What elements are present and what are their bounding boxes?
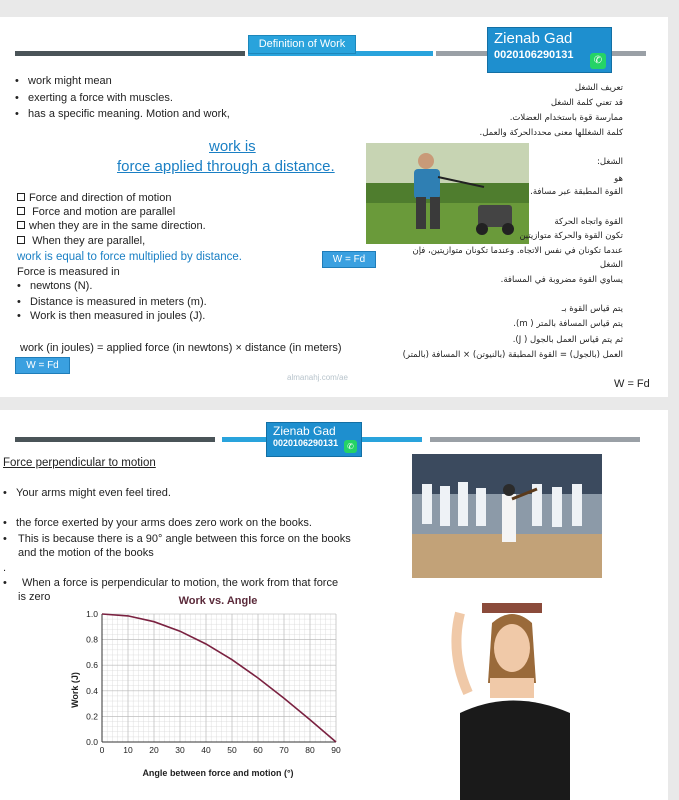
work-equation: work (in joules) = applied force (in newtons) × distance (in meters) xyxy=(20,342,342,354)
watermark-text: almanahj.com/ae xyxy=(287,373,348,382)
brand-phone: 0020106290131 xyxy=(273,438,339,448)
arabic-line: ثم يتم قياس العمل بالجول ( J). xyxy=(512,335,623,345)
arabic-line: العمل (بالجول) = القوة المطبقة (بالنيوتن) × المسافة (بالمتر) xyxy=(402,350,623,360)
highlight-line-1: work is xyxy=(209,138,256,155)
measured-intro: Force is measured in xyxy=(17,266,120,278)
check-text: when they are in the same direction. xyxy=(29,220,206,232)
formula-badge: W = Fd xyxy=(322,251,376,268)
slide-title: Definition of Work xyxy=(248,35,356,54)
x-tick-label: 20 xyxy=(149,745,159,755)
checkbox-icon xyxy=(17,207,25,215)
header-bar-right xyxy=(430,437,640,442)
bullet-3: • has a specific meaning. Motion and work, xyxy=(15,108,230,120)
arabic-line: قد تعني كلمة الشغل xyxy=(550,98,623,108)
arabic-line: الشغل: xyxy=(597,157,623,167)
check-text: Force and direction of motion xyxy=(29,192,172,204)
check-text: When they are parallel, xyxy=(32,235,146,247)
bullet-2: • the force exerted by your arms does zero work on the books. xyxy=(3,517,312,529)
baseball-photo xyxy=(412,454,602,578)
x-tick-label: 60 xyxy=(253,745,263,755)
measured-item: • newtons (N). xyxy=(17,280,93,292)
y-tick-label: 0.0 xyxy=(86,737,98,747)
bullet-1: • work might mean xyxy=(15,75,112,87)
x-tick-label: 80 xyxy=(305,745,315,755)
measured-item: • Work is then measured in joules (J). xyxy=(17,310,206,322)
check-item xyxy=(17,235,145,247)
x-tick-label: 70 xyxy=(279,745,289,755)
arabic-line: يتم قياس القوة بـ xyxy=(561,304,623,314)
slide-definition-of-work xyxy=(0,17,668,397)
arabic-line: هو xyxy=(614,174,623,184)
brand-name: Zienab Gad xyxy=(273,424,336,438)
arabic-line: تعريف الشغل xyxy=(574,83,623,93)
brand-phone: 0020106290131 xyxy=(494,49,574,61)
bullet-text: has a specific meaning. Motion and work, xyxy=(28,108,230,120)
whatsapp-icon: ✆ xyxy=(590,53,606,69)
arabic-line: تكون القوة والحركة متوازيتين xyxy=(519,231,623,241)
bullet-3 xyxy=(3,532,358,560)
stray-dot: . xyxy=(3,562,7,574)
equal-line: work is equal to force multiplied by distance. xyxy=(17,251,242,263)
header-bar-left xyxy=(15,437,215,442)
y-tick-label: 0.4 xyxy=(86,685,98,696)
checkbox-icon xyxy=(17,193,25,201)
bullet-text: Your arms might even feel tired. xyxy=(16,487,171,499)
x-tick-label: 40 xyxy=(201,745,211,755)
checkbox-icon xyxy=(17,236,25,244)
arabic-line: عندما تكونان في نفس الاتجاه. وعندما تكونان متوازيتين، فإن xyxy=(412,246,623,256)
bullet-1: • Your arms might even feel tired. xyxy=(3,487,171,499)
highlight-line-2: force applied through a distance. xyxy=(117,158,335,175)
bullet-dot: • xyxy=(3,577,7,589)
y-tick-label: 0.2 xyxy=(86,711,98,722)
x-tick-label: 10 xyxy=(123,745,133,755)
arabic-line: يساوي القوة مضروبة في المسافة. xyxy=(500,275,623,285)
bullet-text: When a force is perpendicular to motion, the work from that force is zero xyxy=(18,577,339,603)
chart-x-ticks xyxy=(100,745,341,755)
x-tick-label: 50 xyxy=(227,745,237,755)
y-tick-label: 0.8 xyxy=(86,634,98,645)
bullet-text: This is because there is a 90° angle between this force on the books and the motion of the books xyxy=(18,533,351,559)
x-tick-label: 90 xyxy=(331,745,341,755)
bullet-text: exerting a force with muscles. xyxy=(28,92,173,104)
y-tick-label: 1.0 xyxy=(86,609,98,619)
arabic-line: القوة المطبقة عبر مسافة. xyxy=(530,187,623,197)
bullet-dot: • xyxy=(3,533,7,545)
y-tick-label: 0.6 xyxy=(86,660,98,671)
measured-text: Work is then measured in joules (J). xyxy=(30,310,206,322)
chart-y-label: Work (J) xyxy=(70,672,80,708)
measured-item: • Distance is measured in meters (m). xyxy=(17,296,207,308)
chart-title: Work vs. Angle xyxy=(178,595,258,607)
chart-grid xyxy=(102,614,336,742)
slide-force-perpendicular xyxy=(0,410,668,800)
arabic-line: الشغل xyxy=(599,260,623,270)
check-text: Force and motion are parallel xyxy=(32,206,176,218)
woman-balancing-books-photo xyxy=(420,593,580,800)
arabic-line: يتم قياس المسافة بالمتر ( m). xyxy=(513,319,623,329)
whatsapp-icon: ✆ xyxy=(344,440,357,453)
brand-name: Zienab Gad xyxy=(494,30,573,47)
arabic-line: كلمة الشغللها معنى محددالحركة والعمل. xyxy=(479,128,623,138)
header-bar-left xyxy=(15,51,245,56)
slide-heading: Force perpendicular to motion xyxy=(3,457,156,469)
arabic-line: ممارسة قوة باستخدام العضلات. xyxy=(509,113,623,123)
lawn-mower-photo xyxy=(366,143,529,244)
x-tick-label: 0 xyxy=(99,745,105,755)
check-item xyxy=(17,192,171,204)
check-item xyxy=(17,220,206,232)
measured-text: newtons (N). xyxy=(30,280,93,292)
formula-badge-bottom: W = Fd xyxy=(15,357,70,374)
bullet-text: the force exerted by your arms does zero work on the books. xyxy=(16,517,312,529)
chart-x-label: Angle between force and motion (°) xyxy=(142,768,294,778)
chart-y-ticks xyxy=(86,609,98,747)
arabic-formula: W = Fd xyxy=(614,378,650,390)
checkbox-icon xyxy=(17,221,25,229)
bullet-text: work might mean xyxy=(28,75,112,87)
arabic-line: القوة واتجاه الحركة xyxy=(554,217,623,227)
measured-text: Distance is measured in meters (m). xyxy=(30,296,207,308)
series-line xyxy=(102,614,336,742)
bullet-2: • exerting a force with muscles. xyxy=(15,92,173,104)
x-tick-label: 30 xyxy=(175,745,185,755)
work-vs-angle-chart xyxy=(70,592,350,780)
chart-axes xyxy=(102,614,336,742)
check-item xyxy=(17,206,175,218)
